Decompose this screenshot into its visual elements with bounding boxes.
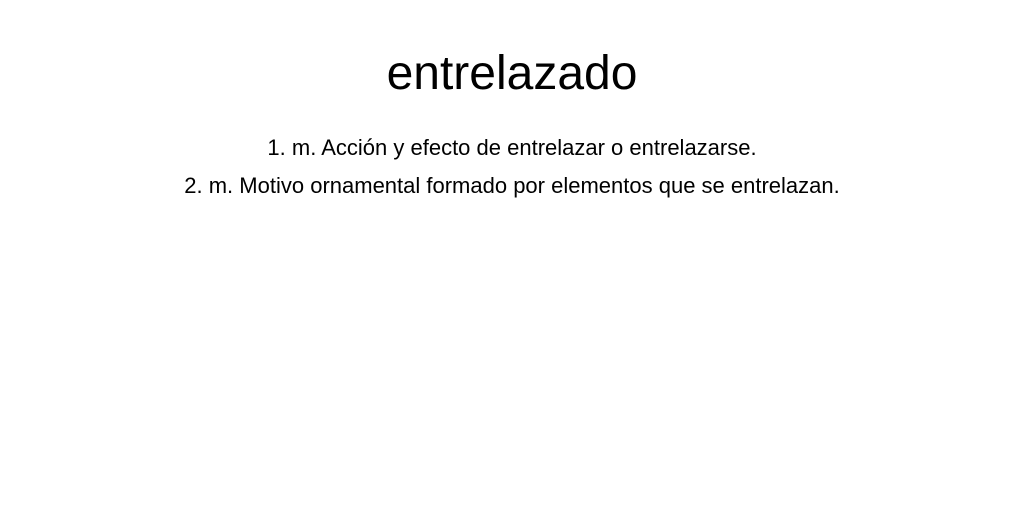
- definition-item: [0, 167, 1024, 205]
- definition-item: [0, 129, 1024, 167]
- definition-text: Motivo ornamental formado por elementos que se entrelazan.: [239, 173, 840, 198]
- definition-text: Acción y efecto de entrelazar o entrelazarse.: [321, 135, 757, 160]
- definition-number: 2.: [184, 173, 203, 198]
- grammatical-category: m.: [208, 173, 234, 198]
- definition-list: [0, 129, 1024, 205]
- headword: entrelazado: [386, 47, 638, 100]
- grammatical-category: m.: [291, 135, 317, 160]
- definition-number: 1.: [267, 135, 286, 160]
